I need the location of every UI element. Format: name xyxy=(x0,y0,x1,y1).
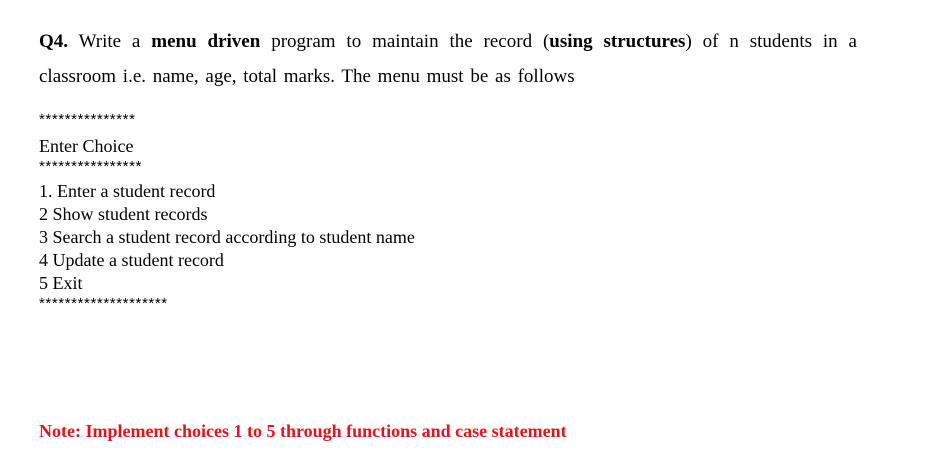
menu-listing xyxy=(39,111,415,313)
question-bold-using-structures: using structures xyxy=(549,31,686,52)
menu-item-5: 5 Exit xyxy=(39,273,83,293)
menu-stars-middle: **************** xyxy=(39,158,142,175)
question-text-part-1: Write a xyxy=(68,31,152,52)
question-paragraph xyxy=(39,24,857,94)
menu-heading: Enter Choice xyxy=(39,136,134,156)
menu-item-3: 3 Search a student record according to student name xyxy=(39,227,415,247)
menu-item-1: 1. Enter a student record xyxy=(39,181,216,201)
menu-item-4: 4 Update a student record xyxy=(39,250,224,270)
question-bold-menu-driven: menu driven xyxy=(151,31,261,52)
menu-stars-top: *************** xyxy=(39,111,136,128)
question-text-part-3: ) of n students in a classroom i.e. name, age, total marks. The menu must be as follows xyxy=(39,31,857,87)
question-number: Q4. xyxy=(39,31,69,52)
menu-stars-bottom: ******************** xyxy=(39,295,168,312)
menu-item-2: 2 Show student records xyxy=(39,204,208,224)
implementation-note: Note: Implement choices 1 to 5 through functions and case statement xyxy=(39,421,567,441)
question-text-part-2: program to maintain the record ( xyxy=(260,31,550,52)
